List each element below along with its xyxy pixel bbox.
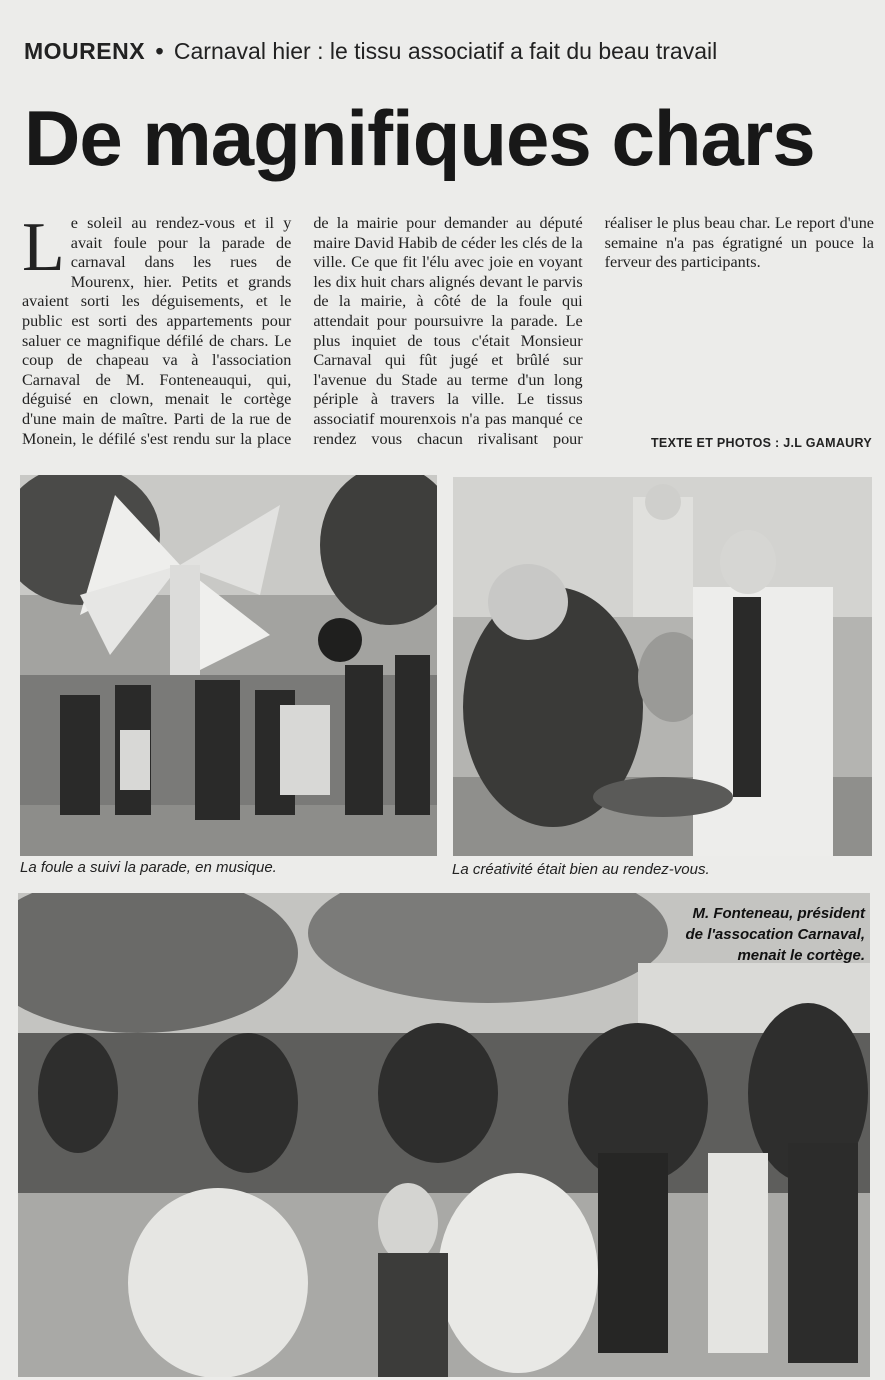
- kicker-separator: •: [155, 38, 164, 64]
- caption-parade: La foule a suivi la parade, en musique.: [20, 859, 277, 876]
- photo-creativity: [453, 477, 872, 856]
- caption-creativity: La créativité était bien au rendez-vous.: [452, 861, 710, 878]
- photo-parade: [20, 475, 437, 856]
- caption-crowd-line-3: menait le cortège.: [737, 947, 865, 964]
- article-body-text: e soleil au rendez-vous et il y avait foule pour la parade de carnaval dans les rues de Mourenx, hier. Petits et grands avaient sorti les déguisements, et le public est sorti des appartements pour saluer ce magnifique défilé de chars. Le coup de chapeau va à l'association Carnaval de M. Fonteneauqui, qui, déguisé en clown, menait le cortège d'une main de maître. Parti de la rue de Monein, le défilé s'est rendu sur la place de la mairie pour demander au député maire David Habib de céder les clés de la ville. Ce que fit l'élu avec joie en voyant les dix huit chars alignés devant le parvis de la mairie, à côté de la foule qui attendait pour poursuivre la parade. Le plus inquiet de tous c'était Monsieur Carnaval qui fût jugé et brûlé sur l'avenue du Stade au terme d'un long périple à travers la ville. Le tissus associatif mourenxois n'a pas manqué ce rendez vous chacun rivalisant pour réaliser le plus beau char. Le report d'une semaine n'a pas égratigné un pouce la ferveur des participants.: [22, 214, 874, 448]
- kicker-text: Carnaval hier : le tissu associatif a fait du beau travail: [173, 38, 718, 64]
- article-headline: De magnifiques chars: [24, 94, 815, 182]
- drop-cap: L: [22, 209, 65, 286]
- article-credit: TEXTE ET PHOTOS : J.L GAMAURY: [651, 436, 872, 450]
- kicker-place: MOURENX: [24, 38, 146, 64]
- caption-crowd-line-2: de l'assocation Carnaval,: [685, 926, 865, 943]
- article-body: [22, 209, 874, 450]
- caption-crowd: [585, 903, 865, 966]
- article-kicker: [24, 38, 869, 65]
- caption-crowd-line-1: M. Fonteneau, président: [692, 905, 865, 922]
